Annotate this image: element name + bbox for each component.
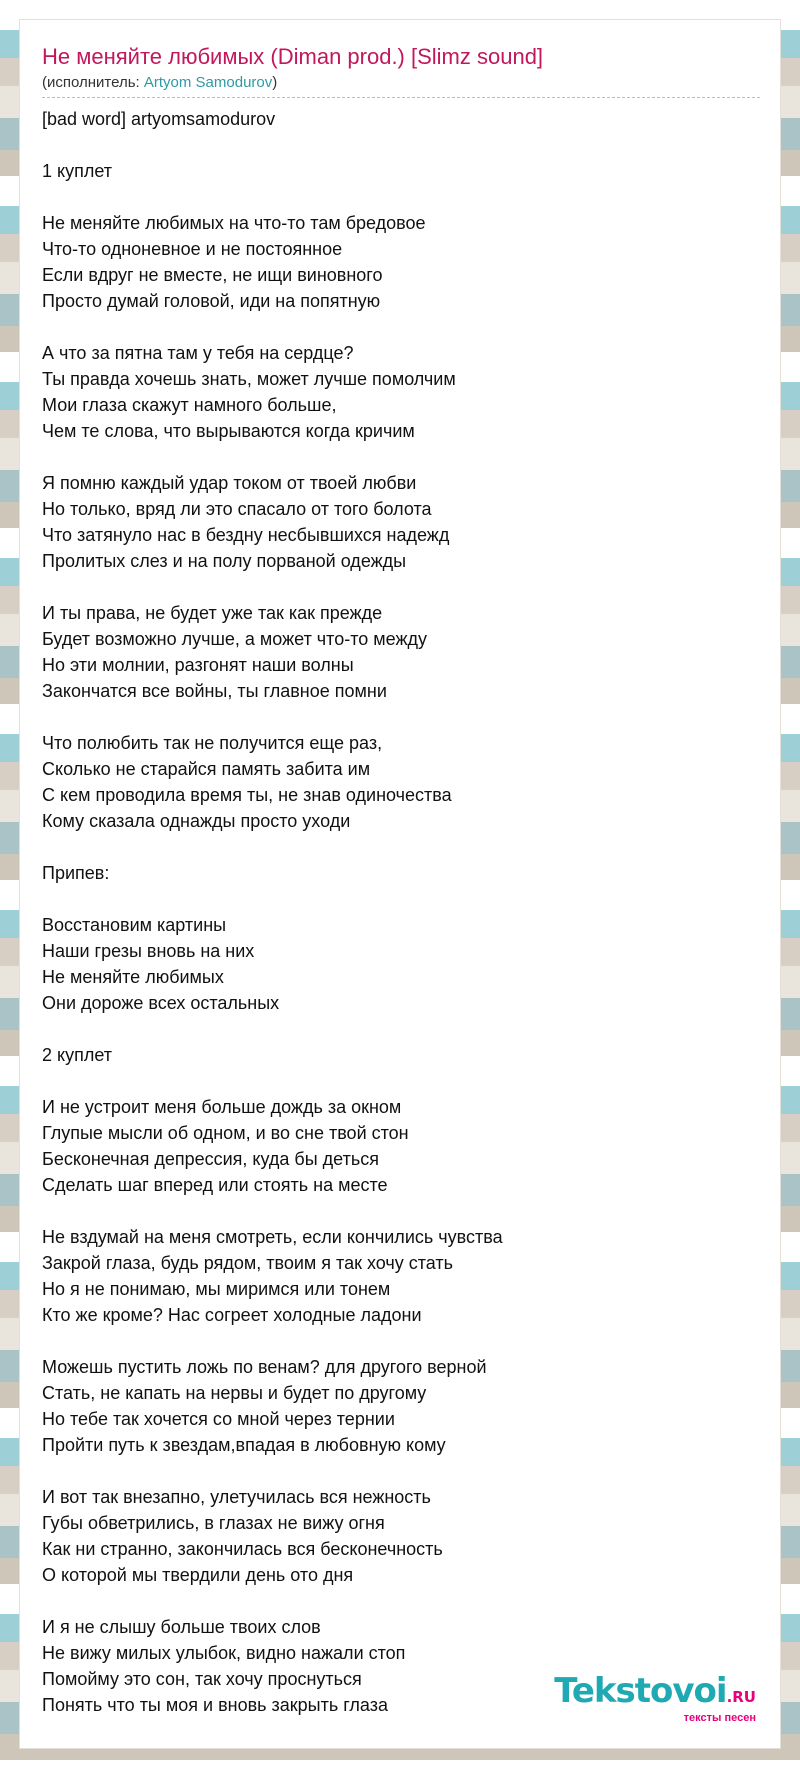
- lyrics-line: Понять что ты моя и вновь закрыть глаза: [42, 1695, 388, 1715]
- lyrics-line: С кем проводила время ты, не знав одиночества: [42, 785, 452, 805]
- lyrics-blank-line: [42, 834, 760, 860]
- lyrics-blank-line: [42, 704, 760, 730]
- lyrics-blank-line: [42, 1588, 760, 1614]
- lyrics-line: О которой мы твердили день ото дня: [42, 1565, 354, 1585]
- lyrics-line: Что затянуло нас в бездну несбывшихся надежд: [42, 525, 450, 545]
- logo-tagline: тексты песен: [683, 1712, 756, 1724]
- lyrics-line: Как ни странно, закончилась вся бесконечность: [42, 1539, 443, 1559]
- lyrics-line: Кто же кроме? Нас согреет холодные ладони: [42, 1305, 422, 1325]
- lyrics-line: Стать, не капать на нервы и будет по другому: [42, 1383, 427, 1403]
- artist-line: [42, 73, 760, 93]
- lyrics-line: Просто думай головой, иди на попятную: [42, 291, 381, 311]
- lyrics-blank-line: [42, 1016, 760, 1042]
- lyrics-line: Сколько не старайся память забита им: [42, 759, 371, 779]
- lyrics-line: Сделать шаг вперед или стоять на месте: [42, 1175, 388, 1195]
- lyrics-blank-line: [42, 1458, 760, 1484]
- artist-link[interactable]: Artyom Samodurov: [143, 74, 273, 91]
- lyrics-line: Ты правда хочешь знать, может лучше помолчим: [42, 369, 456, 389]
- lyrics-line: Наши грезы вновь на них: [42, 941, 255, 961]
- lyrics-line: Помойму это сон, так хочу проснуться: [42, 1669, 362, 1689]
- lyrics-line: Пройти путь к звездам,впадая в любовную кому: [42, 1435, 446, 1455]
- lyrics-line: Но я не понимаю, мы миримся или тонем: [42, 1279, 391, 1299]
- lyrics-line: И ты права, не будет уже так как прежде: [42, 603, 383, 623]
- lyrics-line: Не вижу милых улыбок, видно нажали стоп: [42, 1643, 406, 1663]
- lyrics-line: Что-то одноневное и не постоянное: [42, 239, 343, 259]
- lyrics-blank-line: [42, 574, 760, 600]
- lyrics-body: [42, 106, 760, 1718]
- site-logo[interactable]: [554, 1671, 756, 1724]
- lyrics-line: Но только, вряд ли это спасало от того болота: [42, 499, 432, 519]
- lyrics-line: Восстановим картины: [42, 915, 227, 935]
- lyrics-line: Но тебе так хочется со мной через тернии: [42, 1409, 395, 1429]
- artist-prefix: (исполнитель:: [42, 74, 144, 91]
- lyrics-line: Губы обветрились, в глазах не вижу огня: [42, 1513, 385, 1533]
- lyrics-line: Не меняйте любимых на что-то там бредовое: [42, 213, 426, 233]
- lyrics-line: Припев:: [42, 863, 110, 883]
- lyrics-line: Можешь пустить ложь по венам? для другого верной: [42, 1357, 487, 1377]
- lyrics-blank-line: [42, 1068, 760, 1094]
- lyrics-line: Они дороже всех остальных: [42, 993, 280, 1013]
- song-content: [42, 42, 760, 1718]
- page-card: [20, 20, 780, 1748]
- lyrics-line: Закрой глаза, будь рядом, твоим я так хочу стать: [42, 1253, 454, 1273]
- artist-suffix: ): [272, 74, 278, 91]
- lyrics-line: Не вздумай на меня смотреть, если кончились чувства: [42, 1227, 503, 1247]
- lyrics-line: Но эти молнии, разгонят наши волны: [42, 655, 354, 675]
- lyrics-line: 1 куплет: [42, 161, 112, 181]
- lyrics-line: И не устроит меня больше дождь за окном: [42, 1097, 402, 1117]
- lyrics-line: И я не слышу больше твоих слов: [42, 1617, 321, 1637]
- lyrics-blank-line: [42, 1328, 760, 1354]
- lyrics-line: Чем те слова, что вырываются когда кричим: [42, 421, 415, 441]
- lyrics-line: И вот так внезапно, улетучилась вся нежность: [42, 1487, 431, 1507]
- lyrics-line: Будет возможно лучше, а может что-то между: [42, 629, 428, 649]
- logo-tld: .RU: [726, 1688, 756, 1706]
- lyrics-line: А что за пятна там у тебя на сердце?: [42, 343, 354, 363]
- lyrics-line: Что полюбить так не получится еще раз,: [42, 733, 383, 753]
- song-title: Не меняйте любимых (Diman prod.) [Slimz sound]: [42, 44, 544, 69]
- lyrics-line: Мои глаза скажут намного больше,: [42, 395, 337, 415]
- lyrics-line: 2 куплет: [42, 1045, 112, 1065]
- lyrics-blank-line: [42, 444, 760, 470]
- lyrics-blank-line: [42, 314, 760, 340]
- lyrics-line: Закончатся все войны, ты главное помни: [42, 681, 387, 701]
- lyrics-line: Не меняйте любимых: [42, 967, 224, 987]
- lyrics-line: [bad word] artyomsamodurov: [42, 109, 276, 129]
- lyrics-line: Пролитых слез и на полу порваной одежды: [42, 551, 407, 571]
- logo-name: Tekstovoi: [554, 1671, 727, 1711]
- lyrics-line: Глупые мысли об одном, и во сне твой стон: [42, 1123, 409, 1143]
- lyrics-line: Если вдруг не вместе, не ищи виновного: [42, 265, 383, 285]
- lyrics-blank-line: [42, 184, 760, 210]
- lyrics-line: Бесконечная депрессия, куда бы деться: [42, 1149, 379, 1169]
- lyrics-line: Я помню каждый удар током от твоей любви: [42, 473, 417, 493]
- divider: [42, 97, 760, 98]
- lyrics-blank-line: [42, 132, 760, 158]
- lyrics-blank-line: [42, 886, 760, 912]
- lyrics-blank-line: [42, 1198, 760, 1224]
- lyrics-line: Кому сказала однажды просто уходи: [42, 811, 351, 831]
